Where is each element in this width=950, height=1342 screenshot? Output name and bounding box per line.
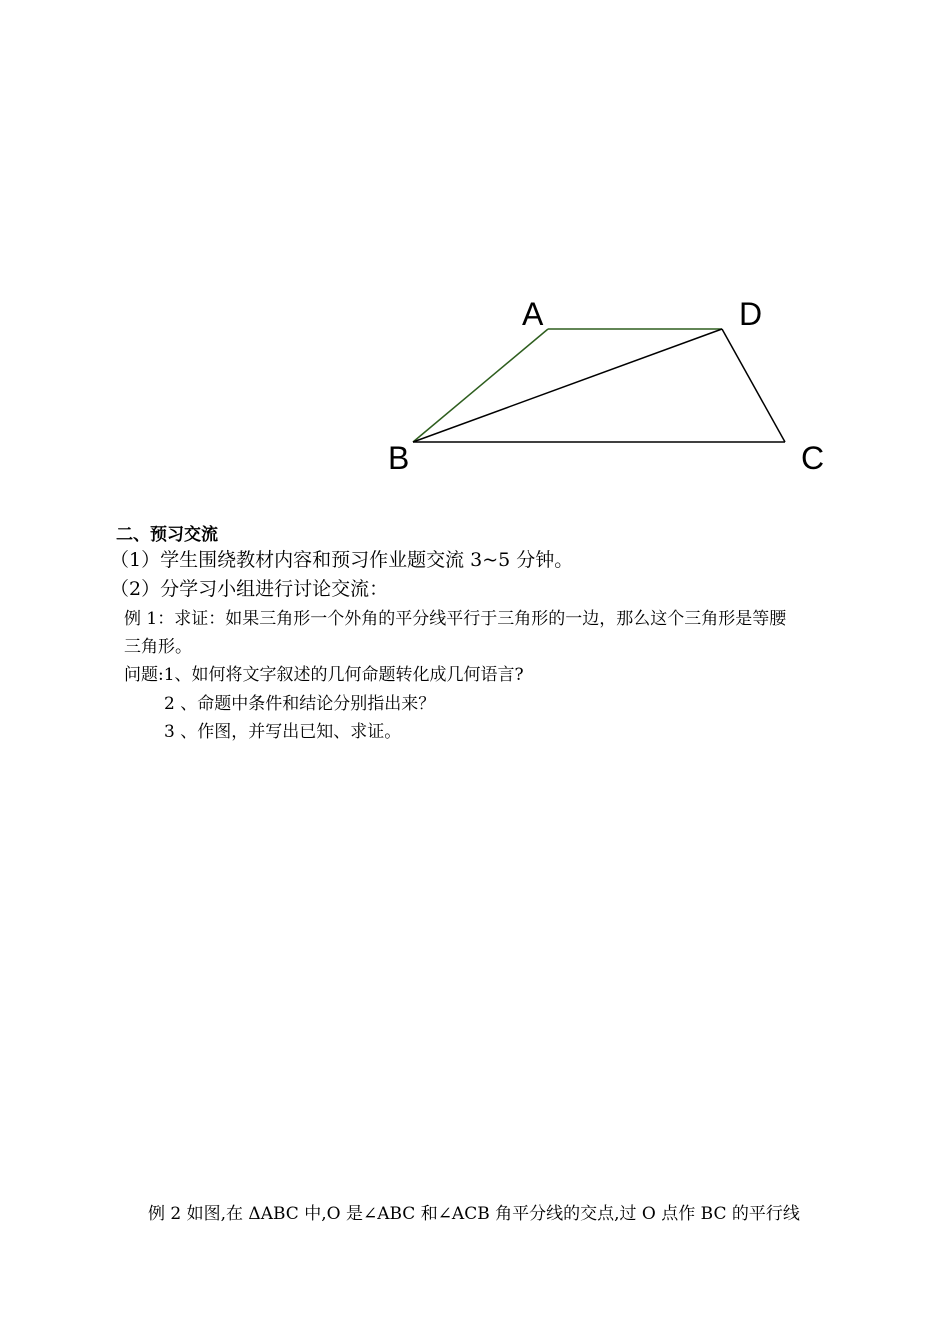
section-heading: 二、预习交流 xyxy=(116,525,218,545)
item-2: （2）分学习小组进行讨论交流： xyxy=(110,578,389,600)
vertex-label-b: B xyxy=(388,440,410,476)
item-1: （1）学生围绕教材内容和预习作业题交流 3~5 分钟。 xyxy=(110,549,574,571)
example-1-line-2: 三角形。 xyxy=(124,637,192,657)
vertex-label-d: D xyxy=(739,296,763,332)
question-2: 2 、命题中条件和结论分别指出来？ xyxy=(164,694,436,714)
edge-ab xyxy=(413,329,548,442)
vertex-label-a: A xyxy=(522,296,544,332)
question-1: 问题:1、如何将文字叙述的几何命题转化成几何语言? xyxy=(124,665,524,685)
example-1-line-1: 例 1：求证：如果三角形一个外角的平分线平行于三角形的一边，那么这个三角形是等腰 xyxy=(124,609,787,629)
diagonal-bd xyxy=(413,329,722,442)
vertex-label-c: C xyxy=(801,440,825,476)
edge-dc xyxy=(722,329,785,442)
example-2-text: 例 2 如图,在 ΔABC 中,O 是∠ABC 和∠ACB 角平分线的交点,过 O 点作 BC 的平行线 xyxy=(148,1204,800,1224)
trapezoid-figure xyxy=(0,0,950,520)
question-3: 3 、作图，并写出已知、求证。 xyxy=(164,722,402,742)
